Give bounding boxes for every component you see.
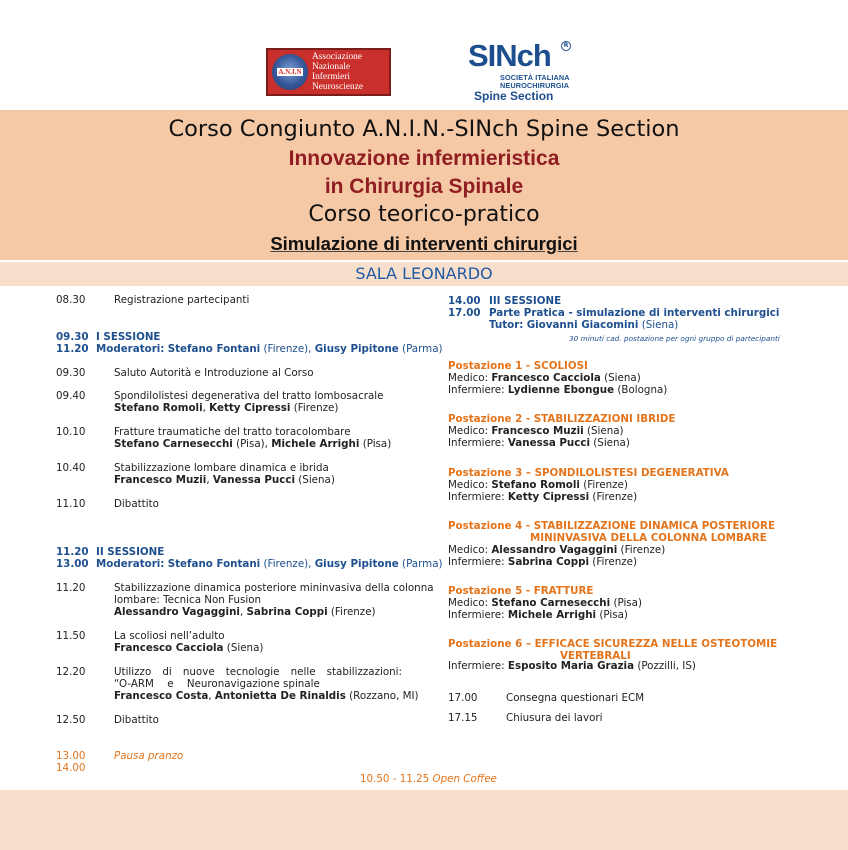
talk-title: La scoliosi nell’adulto <box>114 630 225 642</box>
anin-line: Associazione <box>312 52 362 62</box>
doctor-name: Francesco Cacciola <box>491 372 601 384</box>
time: 17.15 <box>448 712 478 724</box>
station-nurse <box>448 384 667 396</box>
sinch-spine-section: Spine Section <box>474 89 554 103</box>
time: 09.30 <box>56 367 86 379</box>
item-closing: Chiusura dei lavori <box>506 712 603 724</box>
station-nurse <box>448 437 630 449</box>
talk-speakers <box>114 690 419 702</box>
moderator-city: (Parma) <box>402 558 443 570</box>
word: stabilizzazioni: <box>326 666 402 678</box>
time: 12.20 <box>56 666 86 678</box>
station-5-title: Postazione 5 - FRATTURE <box>448 585 594 597</box>
main-title-line-1: Innovazione infermieristica <box>288 147 560 170</box>
talk-speakers <box>114 606 376 618</box>
speaker-city: (Siena) <box>226 642 264 654</box>
sinch-mark: SINch <box>468 38 551 73</box>
word: tecnologie <box>225 666 280 678</box>
speaker-name: Stefano Romoli <box>114 402 203 414</box>
station-doctor <box>448 425 624 437</box>
word: nelle <box>290 666 316 678</box>
session-3-end: 17.00 <box>448 307 481 319</box>
time: 09.40 <box>56 390 86 402</box>
doctor-label: Medico: <box>448 597 489 609</box>
speaker-city: (Firenze) <box>293 402 339 414</box>
sinch-subtitle: NEUROCHIRURGIA <box>500 81 570 90</box>
time: 11.20 <box>56 582 86 594</box>
time: 08.30 <box>56 294 86 306</box>
tutor-label: Tutor: <box>489 319 524 331</box>
nurse-city: (Siena) <box>593 437 630 449</box>
course-subtitle: Corso teorico-pratico <box>308 202 540 227</box>
station-3-title: Postazione 3 – SPONDILOLISTESI DEGENERATIVA <box>448 467 729 479</box>
separator: , <box>206 474 210 486</box>
speaker-name: Alessandro Vagaggini <box>114 606 240 618</box>
doctor-label: Medico: <box>448 544 489 556</box>
time: 10.10 <box>56 426 86 438</box>
session-3-start: 14.00 <box>448 295 481 307</box>
nurse-label: Infermiere: <box>448 437 505 449</box>
separator: , <box>239 606 244 618</box>
session-2-start: 11.20 <box>56 546 89 558</box>
speaker-name: Stefano Carnesecchi <box>114 438 233 450</box>
doctor-label: Medico: <box>448 425 489 437</box>
doctor-city: (Siena) <box>586 425 624 437</box>
coffee-break <box>360 773 497 785</box>
speaker-city: (Firenze) <box>330 606 376 618</box>
doctor-city: (Pisa) <box>613 597 642 609</box>
nurse-label: Infermiere: <box>448 556 505 568</box>
station-doctor <box>448 544 665 556</box>
speaker-city: (Pisa), <box>236 438 268 450</box>
coffee-time: 10.50 - 11.25 <box>360 773 430 785</box>
coffee-label: Open Coffee <box>432 773 497 785</box>
item-discussion: Dibattito <box>114 714 159 726</box>
lunch-start: 13.00 <box>56 750 86 762</box>
session-1-start: 09.30 <box>56 331 89 343</box>
doctor-label: Medico: <box>448 479 489 491</box>
main-title-line-2: in Chirurgia Spinale <box>324 175 524 198</box>
anin-name <box>312 52 363 92</box>
nurse-city: (Firenze) <box>592 556 637 568</box>
station-1-title: Postazione 1 - SCOLIOSI <box>448 360 588 372</box>
moderator-city: (Firenze), <box>263 343 312 355</box>
station-doctor <box>448 597 642 609</box>
anin-line: Infermieri <box>312 72 350 82</box>
speaker-city: (Rozzano, MI) <box>349 690 419 702</box>
moderator-name: Stefano Fontani <box>167 343 261 355</box>
time: 12.50 <box>56 714 86 726</box>
station-nurse <box>448 491 637 503</box>
session-2-title: II SESSIONE <box>96 546 165 558</box>
nurse-name: Sabrina Coppi <box>507 556 590 568</box>
talk-title: lombare: Tecnica Non Fusion <box>114 594 262 606</box>
separator: , <box>202 402 206 414</box>
word: e <box>167 678 174 690</box>
doctor-city: (Firenze) <box>583 479 628 491</box>
moderators-label: Moderatori: <box>96 343 165 355</box>
anin-logo <box>266 48 391 96</box>
tutor-name: Giovanni Giacomini <box>526 319 639 331</box>
sinch-logo <box>466 38 581 104</box>
station-6-title-cont: VERTEBRALI <box>560 650 631 662</box>
station-note: 30 minuti cad. postazione per ogni gruppo di partecipanti <box>569 334 780 343</box>
station-4-title-cont: MININVASIVA DELLA COLONNA LOMBARE <box>530 532 767 544</box>
doctor-name: Stefano Carnesecchi <box>491 597 611 609</box>
time: 11.10 <box>56 498 86 510</box>
speaker-name: Antonietta De Rinaldis <box>214 690 346 702</box>
speaker-name: Ketty Cipressi <box>209 402 291 414</box>
doctor-name: Francesco Muzii <box>491 425 584 437</box>
nurse-name: Vanessa Pucci <box>507 437 590 449</box>
session-3-subtitle: Parte Pratica - simulazione di interventi chirurgici <box>489 307 780 319</box>
speaker-name: Sabrina Coppi <box>246 606 328 618</box>
doctor-name: Alessandro Vagaggini <box>491 544 618 556</box>
speaker-name: Michele Arrighi <box>271 438 360 450</box>
word: “O-ARM <box>114 678 154 690</box>
course-title: Corso Congiunto A.N.I.N.-SINch Spine Section <box>168 116 680 142</box>
nurse-name: Lydienne Ebongue <box>507 384 615 396</box>
moderator-city: (Parma) <box>402 343 443 355</box>
word: Neuronavigazione spinale <box>186 678 320 690</box>
moderator-city: (Firenze), <box>263 558 312 570</box>
doctor-city: (Firenze) <box>620 544 666 556</box>
sinch-subtitle: SOCIETÀ ITALIANA <box>500 73 570 82</box>
session-1-title: I SESSIONE <box>96 331 161 343</box>
session-2-end: 13.00 <box>56 558 89 570</box>
moderator-name: Stefano Fontani <box>167 558 261 570</box>
nurse-name: Ketty Cipressi <box>507 491 590 503</box>
station-4-title: Postazione 4 - STABILIZZAZIONE DINAMICA POSTERIORE <box>448 520 775 532</box>
doctor-city: (Siena) <box>604 372 641 384</box>
nurse-city: (Pisa) <box>599 609 628 621</box>
footer-band <box>0 790 848 850</box>
speaker-name: Francesco Cacciola <box>114 642 224 654</box>
separator: , <box>208 690 212 702</box>
talk-title <box>114 666 402 678</box>
item-welcome: Saluto Autorità e Introduzione al Corso <box>114 367 314 379</box>
moderators-label: Moderatori: <box>96 558 165 570</box>
lunch-end: 14.00 <box>56 762 86 774</box>
station-doctor <box>448 479 628 491</box>
session-2-moderators <box>96 558 443 570</box>
session-1-moderators <box>96 343 443 355</box>
nurse-name: Michele Arrighi <box>507 609 597 621</box>
registered-icon: R <box>561 41 571 51</box>
doctor-label: Medico: <box>448 372 489 384</box>
station-2-title: Postazione 2 - STABILIZZAZIONI IBRIDE <box>448 413 676 425</box>
word: nuove <box>182 666 215 678</box>
talk-title <box>114 678 320 690</box>
talk-speakers <box>114 642 263 654</box>
talk-speakers <box>114 402 338 414</box>
talk-title: Fratture traumatiche del tratto toracolombare <box>114 426 351 438</box>
simulation-title: Simulazione di interventi chirurgici <box>270 233 578 254</box>
anin-emblem-icon <box>272 54 308 90</box>
speaker-name: Francesco Costa <box>114 690 209 702</box>
speaker-city: (Pisa) <box>362 438 392 450</box>
nurse-label: Infermiere: <box>448 491 505 503</box>
speaker-city: (Siena) <box>298 474 335 486</box>
tutor-line <box>489 319 678 331</box>
speaker-name: Vanessa Pucci <box>212 474 295 486</box>
item-registration: Registrazione partecipanti <box>114 294 250 306</box>
nurse-label: Infermiere: <box>448 384 505 396</box>
talk-title: Spondilolistesi degenerativa del tratto lombosacrale <box>114 390 384 402</box>
time: 11.50 <box>56 630 86 642</box>
station-nurse <box>448 660 696 672</box>
session-3-title: III SESSIONE <box>489 295 562 307</box>
lunch-break: Pausa pranzo <box>114 750 184 762</box>
word: Utilizzo <box>114 666 152 678</box>
talk-speakers <box>114 474 335 486</box>
nurse-city: (Pozzilli, IS) <box>637 660 696 672</box>
nurse-city: (Firenze) <box>592 491 638 503</box>
item-ecm: Consegna questionari ECM <box>506 692 645 704</box>
session-1-end: 11.20 <box>56 343 89 355</box>
station-doctor <box>448 372 641 384</box>
station-nurse <box>448 556 637 568</box>
moderator-name: Giusy Pipitone <box>314 558 399 570</box>
anin-line: Neuroscienze <box>312 82 364 92</box>
time: 10.40 <box>56 462 86 474</box>
talk-title: Stabilizzazione lombare dinamica e ibrida <box>114 462 329 474</box>
station-6-title: Postazione 6 – EFFICACE SICUREZZA NELLE OSTEOTOMIE <box>448 638 778 650</box>
nurse-label: Infermiere: <box>448 609 505 621</box>
tutor-city: (Siena) <box>641 319 679 331</box>
anin-emblem-text: A.N.I.N <box>278 68 302 76</box>
doctor-name: Stefano Romoli <box>491 479 580 491</box>
talk-title: Stabilizzazione dinamica posteriore mininvasiva della colonna <box>114 582 434 594</box>
moderator-name: Giusy Pipitone <box>314 343 399 355</box>
station-nurse <box>448 609 628 621</box>
room-label: SALA LEONARDO <box>355 264 493 283</box>
time: 17.00 <box>448 692 478 704</box>
nurse-city: (Bologna) <box>617 384 668 396</box>
item-discussion: Dibattito <box>114 498 159 510</box>
nurse-name: Esposito Maria Grazia <box>507 660 635 672</box>
anin-line: Nazionale <box>312 62 350 72</box>
speaker-name: Francesco Muzii <box>114 474 207 486</box>
word: di <box>162 666 172 678</box>
talk-speakers <box>114 438 391 450</box>
nurse-label: Infermiere: <box>448 660 505 672</box>
